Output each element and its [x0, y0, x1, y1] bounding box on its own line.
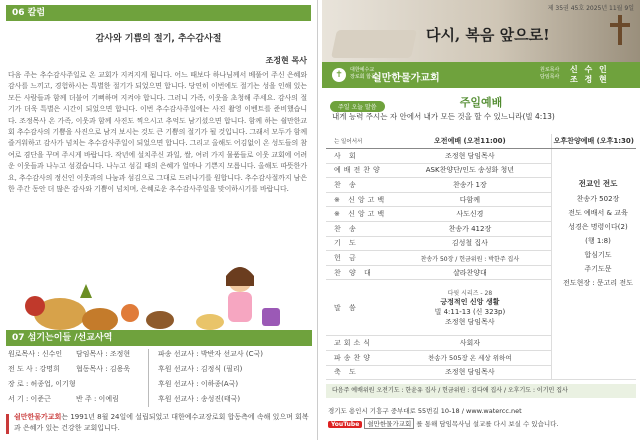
youtube-channel-link[interactable]: 쉴만한물가교회 [364, 418, 414, 429]
order-label: 찬 양 대 [326, 265, 389, 280]
pm-header: 오후찬양예배 (오후1:30) [551, 134, 636, 149]
worship-title: 주일예배 [459, 96, 503, 109]
church-note-name: 쉴만한물가교회 [14, 413, 62, 421]
order-label: 축 도 [326, 365, 389, 380]
church-bar [322, 62, 640, 88]
sermon-preacher: 조정현 담임목사 [445, 318, 495, 327]
dept-list [8, 347, 312, 407]
pastor-roles: 원로목사 담임목사 [540, 67, 560, 80]
dept-cell: 파송 선교사 : 박반자 선교사 (C국) [158, 350, 263, 358]
order-label: 헌 금 [326, 251, 389, 266]
guide-text: 는 일어서서 [326, 134, 389, 149]
column-body: 다음 주는 추수감사주일로 온 교회가 지켜지게 됩니다. 어느 때보다 하나님께서 베풀어 주신 은혜와 감사를 느끼고, 경험하시는 특별한 절기가 되었으면 합니다. 당연히 이번에도 절기는 성을 인해 있는 모든 사람들과 함께 더불어 기뻐하며 지켜야 합니다. 그러니 가족, 이웃을 초청해 주세요. 감사의 절기가 더욱 특별은 시간이 되었으면 합니다. 이번 추수감사주일에는 사진 촬영 이벤트를 준비했습니다. 조정목사 온 가족, 이웃과 함께 사진도 찍으시고 추억도 남기셨으면 합니다. 함께 하는 쉴만한교회 추수감사의 기쁨을 사진으로 남겨 보시는 것도 큰 기쁨의 절기가 될 것입니다. 그래서 모두가 함께 즐거워하고 감사가 넘치는 추수감사주일이 되었으면 합니다. 그리고 올해도 어김없이 온 성도들의 참여로 겸단을 꾸며 주시게 바랍니다. 작년에 설치주신 과일, 쌀, 여러 가지 물품들로 이웃 교회에 어려운 이웃들과 나누고 섬겼습니다. 나누고 섬길 때의 은혜가 얼마나 기쁜지 모릅니다. 올해도 따뜻한가요, 추수감사의 정신인 이웃과의 나눔과 섬김으로 그대로 드러나기를 원합니다. 추수감사절까지 남은 한 주간 동안 더 많은 감사와 기쁨이 넘치며, 은혜로운 추수감사주일을 맞이하시기를 바랍니다. [8, 71, 307, 194]
order-value: 김성철 집사 [389, 236, 551, 251]
order-label: 사 회 [326, 149, 389, 164]
pm-item: 전도현장 : 문고리 전도 [563, 279, 633, 287]
sermon-text: 빌 4:11-13 (신 323p) [434, 308, 506, 317]
dept-cell: 반 주 : 이예림 [76, 395, 119, 403]
dept-row [8, 362, 312, 377]
church-address: 경기도 용인시 기흥구 중부대로 55번길 10-18 / www.watercc.net [328, 407, 522, 415]
pm-item: 전도 예배서 & 교육 [568, 209, 628, 217]
dept-cell: 전 도 사 : 강명희 [8, 365, 60, 373]
order-label: 찬 송 [326, 178, 389, 193]
order-value: 찬송가 412장 [389, 222, 551, 237]
order-value: 찬송가 50장 / 헌금위원 : 박한주 집사 [389, 251, 551, 266]
order-value: 조정현 담임목사 [389, 149, 551, 164]
church-name: 쉴만한물가교회 [372, 73, 440, 84]
order-value: 사도신경 [389, 207, 551, 222]
order-label: 찬 송 [326, 222, 389, 237]
order-label: 파송찬양 [326, 351, 389, 366]
banner [322, 0, 640, 62]
dept-row [8, 377, 312, 392]
column-title: 감사와 기쁨의 절기, 추수감사절 [95, 34, 222, 44]
verse-tag: 주일 오늘 말씀 [330, 101, 385, 112]
dept-row [8, 347, 312, 362]
sermon-series: 다윗 시리즈 - 28 [447, 290, 493, 298]
column-author: 조정현 목사 [265, 56, 307, 65]
youtube-text: 를 통해 담임목사님 설교를 다시 보실 수 있습니다. [416, 420, 559, 428]
order-label: ※ 신앙고백 [326, 207, 389, 222]
sermon-title: 긍정적인 신앙 생활 [440, 298, 500, 307]
dept-row [8, 392, 312, 407]
dept-cell: 협동목사 : 김용욱 [76, 365, 131, 373]
left-page [0, 0, 318, 440]
denomination: 대한예수교 장로회 합동 [350, 67, 376, 80]
order-value: 찬송가 505장 온 세상 위하여 [389, 351, 551, 366]
order-label: 교회소식 [326, 336, 389, 351]
cross-icon [618, 15, 622, 45]
order-value: 찬송가 1장 [389, 178, 551, 193]
pastor-names: 신 수 인 조 정 현 [570, 65, 609, 84]
pm-title: 전교인 전도 [578, 179, 618, 188]
order-value: 다함께 [389, 192, 551, 207]
dept-header: 07 섬기는이들 /선교사역 [6, 330, 312, 346]
order-value: ASK찬양단/인도 송성화 청년 [389, 163, 551, 178]
right-page [322, 0, 640, 440]
dept-cell: 서 기 : 이준근 [8, 395, 51, 403]
church-note [6, 412, 312, 434]
dept-cell: 장 로 : 허종업, 이기형 [8, 380, 76, 388]
youtube-line [328, 418, 559, 429]
order-label: ※ 신앙고백 [326, 192, 389, 207]
issue-info: 제 35권 45호 2025년 11월 9일 [547, 5, 634, 12]
table-row [326, 149, 636, 164]
youtube-icon: YouTube [328, 421, 362, 428]
harvest-illustration [0, 258, 318, 338]
pm-item: 합심기도 [584, 251, 612, 259]
service-committee: 다음주 예배위원 오전기도 : 한윤유 집사 / 헌금위원 : 김다애 집사 / 오후기도 : 이기민 집사 [326, 384, 636, 398]
am-header: 오전예배 (오전11:00) [389, 134, 551, 149]
pm-item: 주기도문 [584, 265, 612, 273]
verse-text: 내게 능력 주시는 자 안에서 내가 모든 것을 할 수 있느니라(빌 4:13) [332, 112, 555, 121]
order-label: 기 도 [326, 236, 389, 251]
order-value: 조정현 담임목사 [389, 365, 551, 380]
table-header-row [326, 134, 636, 149]
bible-image [331, 30, 417, 58]
pm-item: (행 1:8) [585, 237, 611, 245]
order-value: 샬라찬양대 [389, 265, 551, 280]
slogan: 다시, 복음 앞으로! [426, 26, 550, 44]
dept-cell: 담임목사 : 조정현 [76, 350, 131, 358]
dept-cell: 후원 선교사 : 송성진(태국) [158, 395, 241, 403]
church-note-text: 는 1991년 8월 24일에 설립되었고 대한예수교장로회 합동측에 속해 있으며 회복과 은혜가 있는 건강한 교회입니다. [14, 413, 309, 432]
sermon-cell [389, 280, 551, 336]
sermon-label: 말 씀 [326, 280, 389, 336]
pm-item: 성경은 명령이다(2) [568, 223, 628, 231]
dept-cell: 후원 선교사 : 이하종(A국) [158, 380, 239, 388]
church-logo-icon: ✝ [332, 68, 346, 82]
dept-cell: 원로목사 : 신수인 [8, 350, 63, 358]
order-value: 사회자 [389, 336, 551, 351]
pm-service [560, 177, 636, 290]
order-label: 예배전찬양 [326, 163, 389, 178]
pm-item: 찬송가 502장 [576, 195, 620, 203]
column-header: 06 칼럼 [6, 5, 311, 21]
dept-cell: 후원 선교사 : 김정식 (필리) [158, 365, 243, 373]
